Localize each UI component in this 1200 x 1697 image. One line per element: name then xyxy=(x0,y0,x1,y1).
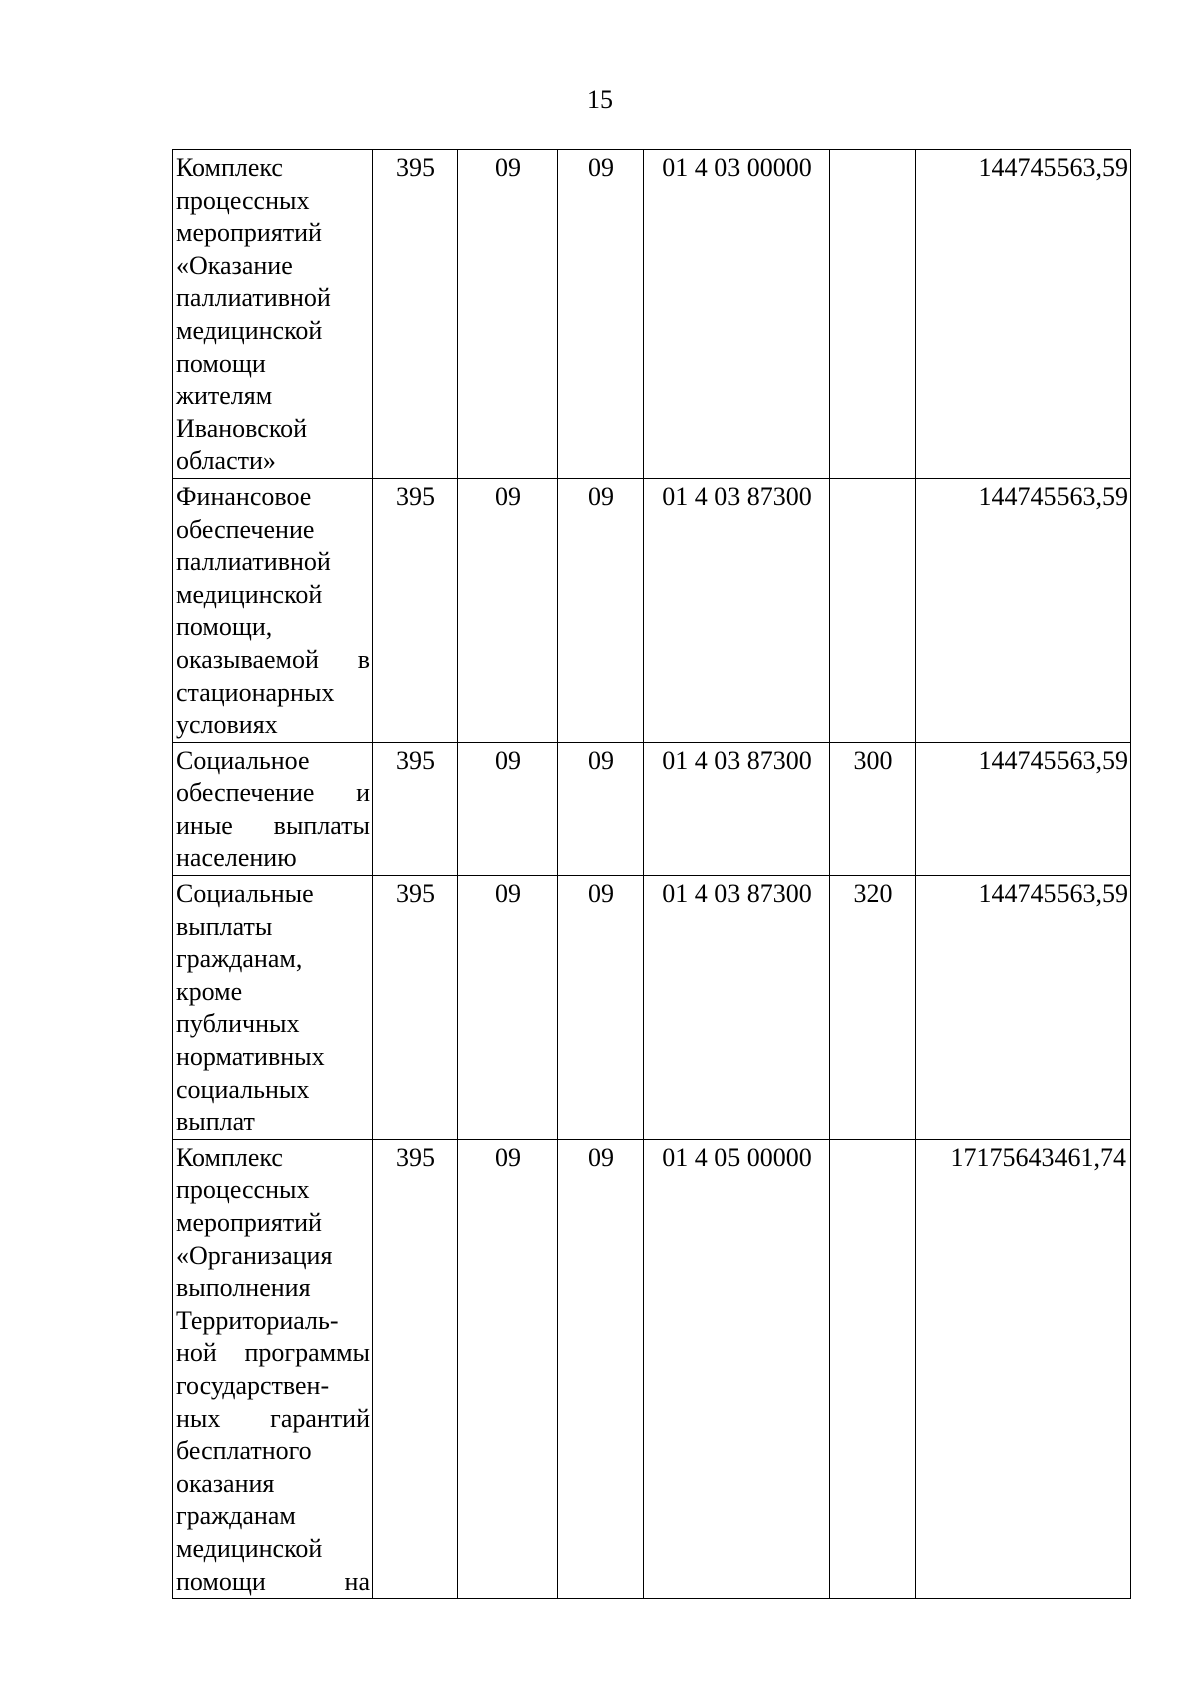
ministry-code-cell: 395 xyxy=(373,876,458,1140)
expense-type-cell: 320 xyxy=(830,876,916,1140)
item-name-line: области» xyxy=(176,446,276,476)
section-code-cell: 09 xyxy=(458,478,558,742)
item-name-line: помощи xyxy=(176,348,266,378)
item-name-line: выплаты xyxy=(176,911,273,941)
item-name-line: «Организация xyxy=(176,1240,333,1270)
item-name-line: обеспечение xyxy=(176,514,315,544)
item-name-line: мероприятий xyxy=(176,218,322,248)
section-code-cell: 09 xyxy=(458,150,558,479)
item-name-line: социальных xyxy=(176,1074,310,1104)
item-name-line: Финансовое xyxy=(176,481,312,511)
expense-type-cell xyxy=(830,478,916,742)
subsection-code-cell: 09 xyxy=(558,478,644,742)
section-code-cell: 09 xyxy=(458,876,558,1140)
item-name-line: «Оказание xyxy=(176,250,293,280)
item-name-line: ных гарантий xyxy=(176,1403,370,1433)
amount-cell: 17175643461,74 xyxy=(916,1139,1131,1598)
section-code-cell: 09 xyxy=(458,1139,558,1598)
item-name-line: выполнения xyxy=(176,1273,311,1303)
item-name-line: Комплекс xyxy=(176,153,283,182)
table-row xyxy=(173,150,1131,479)
item-name-line: помощи на xyxy=(176,1566,370,1596)
subsection-code-cell: 09 xyxy=(558,1139,644,1598)
item-name-line: Социальное xyxy=(176,745,310,775)
item-name-line: процессных xyxy=(176,185,310,215)
item-name-line: медицинской xyxy=(176,579,323,609)
item-name-line: населению xyxy=(176,843,297,873)
item-name-line: условиях xyxy=(176,710,278,740)
item-name-line: мероприятий xyxy=(176,1208,322,1237)
item-name-line: процессных xyxy=(176,1175,310,1205)
subsection-code-cell: 09 xyxy=(558,150,644,479)
table-row xyxy=(173,478,1131,742)
item-name-cell xyxy=(173,1139,373,1598)
item-name-line: гражданам, xyxy=(176,944,303,974)
target-code-cell: 01 4 03 87300 xyxy=(644,478,830,742)
amount-cell: 144745563,59 xyxy=(916,742,1131,875)
item-name-line: гражданам xyxy=(176,1501,296,1531)
item-name-line: публичных xyxy=(176,1009,300,1039)
item-name-line: выплат xyxy=(176,1107,255,1137)
expense-type-cell xyxy=(830,150,916,479)
item-name-line: паллиативной xyxy=(176,283,331,313)
item-name-line: государствен- xyxy=(176,1370,330,1400)
item-name-line: Территориаль- xyxy=(176,1305,339,1335)
subsection-code-cell: 09 xyxy=(558,876,644,1140)
target-code-cell: 01 4 03 87300 xyxy=(644,876,830,1140)
ministry-code-cell: 395 xyxy=(373,742,458,875)
ministry-code-cell: 395 xyxy=(373,478,458,742)
item-name-line: Ивановской xyxy=(176,413,308,443)
ministry-code-cell: 395 xyxy=(373,150,458,479)
item-name-line: ной программы xyxy=(176,1338,370,1368)
amount-cell: 144745563,59 xyxy=(916,478,1131,742)
item-name-line: медицинской xyxy=(176,1533,323,1563)
item-name-line: бесплатного xyxy=(176,1436,312,1466)
item-name-line: кроме xyxy=(176,976,243,1006)
table-row xyxy=(173,1139,1131,1598)
section-code-cell: 09 xyxy=(458,742,558,875)
target-code-cell: 01 4 05 00000 xyxy=(644,1139,830,1598)
table-row xyxy=(173,742,1131,875)
table-row xyxy=(173,876,1131,1140)
page-number: 15 xyxy=(587,85,613,114)
item-name-line: паллиативной xyxy=(176,547,331,577)
amount-cell: 144745563,59 xyxy=(916,876,1131,1140)
item-name-line: нормативных xyxy=(176,1042,325,1072)
expense-type-cell xyxy=(830,1139,916,1598)
subsection-code-cell: 09 xyxy=(558,742,644,875)
target-code-cell: 01 4 03 00000 xyxy=(644,150,830,479)
item-name-cell xyxy=(173,876,373,1140)
item-name-cell xyxy=(173,478,373,742)
item-name-cell xyxy=(173,742,373,875)
item-name-line: Социальные xyxy=(176,879,314,909)
budget-table xyxy=(172,149,1131,1599)
item-name-line: оказания xyxy=(176,1468,275,1498)
item-name-line: Комплекс xyxy=(176,1142,283,1172)
item-name-line: помощи, xyxy=(176,612,273,642)
expense-type-cell: 300 xyxy=(830,742,916,875)
target-code-cell: 01 4 03 87300 xyxy=(644,742,830,875)
item-name-line: медицинской xyxy=(176,315,323,345)
item-name-cell xyxy=(173,150,373,479)
item-name-line: обеспечение и xyxy=(176,778,370,808)
item-name-line: иные выплаты xyxy=(176,810,370,840)
amount-cell: 144745563,59 xyxy=(916,150,1131,479)
item-name-line: стационарных xyxy=(176,677,335,707)
ministry-code-cell: 395 xyxy=(373,1139,458,1598)
item-name-line: оказываемой в xyxy=(176,644,370,674)
item-name-line: жителям xyxy=(176,381,273,411)
